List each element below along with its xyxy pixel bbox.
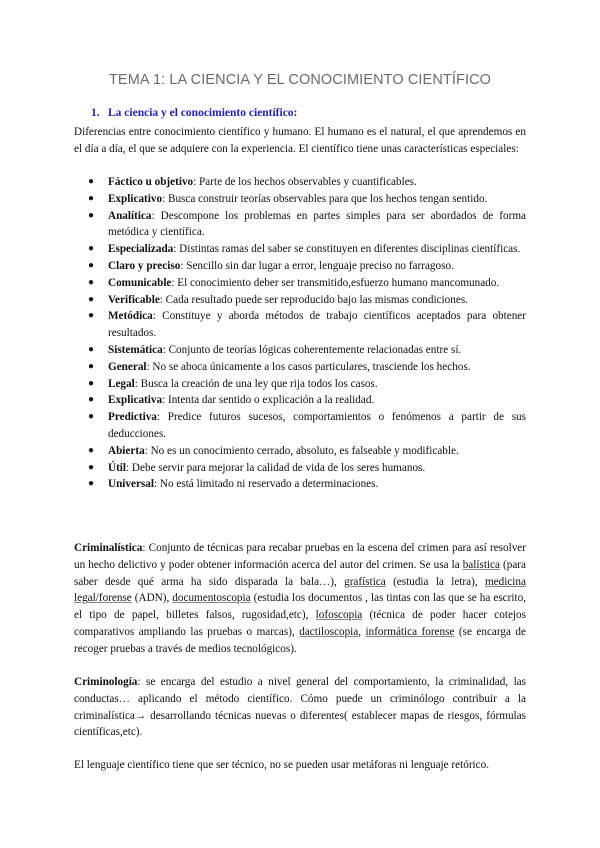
criminalistica-term: Criminalística (74, 542, 143, 554)
bullet-icon: ● (88, 411, 95, 423)
criminologia-term: Criminología (74, 676, 138, 688)
feature-item (74, 292, 526, 309)
bullet-icon: ● (88, 478, 95, 490)
link-documentoscopia[interactable]: documentoscopia (172, 592, 251, 605)
feature-item (74, 460, 526, 477)
link-balistica[interactable]: balística (462, 558, 500, 571)
feature-term: Abierta (108, 444, 145, 457)
bullet-icon: ● (88, 243, 95, 255)
feature-term: Comunicable (108, 276, 172, 289)
bullet-icon: ● (88, 461, 95, 473)
page-title: TEMA 1: LA CIENCIA Y EL CONOCIMIENTO CIENTÍFICO (108, 72, 492, 88)
bullet-icon: ● (88, 444, 95, 456)
feature-description: : Constituye y aborda métodos de trabajo científicos aceptados para obtener resultados. (108, 310, 526, 340)
feature-description: : Predice futuros sucesos, comportamientos o fenómenos a partir de sus deducciones. (108, 411, 526, 440)
feature-description: : Intenta dar sentido o explicación a la realidad. (162, 394, 375, 407)
link-medicina-legal[interactable]: medicina legal/forense (74, 575, 526, 605)
feature-term: General (108, 360, 147, 373)
feature-term: Claro y preciso (108, 259, 181, 272)
feature-item (74, 258, 526, 275)
bullet-icon: ● (88, 259, 95, 271)
bullet-icon: ● (88, 192, 95, 204)
feature-item (74, 275, 526, 292)
bullet-icon: ● (88, 377, 95, 389)
feature-term: Fáctico u objetivo (108, 176, 194, 188)
feature-description: : Busca construir teorías observables para que los hechos tengan sentido. (162, 192, 488, 205)
link-informatica-forense[interactable]: informática forense (365, 625, 455, 638)
feature-item (74, 208, 526, 242)
criminalistica-text: (se encarga de recoger pruebas a través de medios tecnológicos). (74, 625, 526, 655)
feature-term: Explicativa (108, 394, 163, 407)
feature-description: : Busca la creación de una ley que rija todos los casos. (134, 377, 378, 390)
criminalistica-text: (para saber desde qué arma ha sido disparada la bala…), (74, 558, 526, 588)
feature-description: : Parte de los hechos observables y cuantificables. (193, 176, 417, 188)
feature-description: : El conocimiento deber ser transmitido,esfuerzo humano mancomunado. (171, 276, 500, 289)
section-heading-text: La ciencia y el conocimiento científico: (108, 107, 298, 119)
feature-description: : Sencillo sin dar lugar a error, lenguaje preciso no farragoso. (180, 259, 454, 272)
feature-item (74, 191, 526, 208)
feature-term: Especializada (108, 243, 174, 256)
bullet-icon: ● (88, 310, 95, 322)
feature-term: Metódica (108, 310, 153, 323)
feature-term: Legal (108, 377, 135, 390)
feature-description: : Debe servir para mejorar la calidad de vida de los seres humanos. (126, 461, 426, 474)
feature-item (74, 376, 526, 393)
bullet-icon: ● (88, 360, 95, 372)
criminalistica-text: (estudia los documentos , las tintas con las que se ha escrito, el tipo de papel, billetes falsos, rugosidad,etc), (74, 592, 526, 622)
features-list (74, 174, 526, 493)
bullet-icon: ● (88, 209, 95, 221)
link-grafistica[interactable]: grafística (344, 575, 386, 588)
feature-item (74, 241, 526, 258)
feature-item (74, 409, 526, 443)
feature-item (74, 342, 526, 359)
link-dactiloscopia[interactable]: dactiloscopia (299, 625, 359, 638)
feature-description: : Cada resultado puede ser reproducido bajo las mismas condiciones. (159, 293, 468, 306)
criminalistica-text: (estudia la letra), (385, 575, 485, 588)
feature-term: Verificable (108, 293, 160, 306)
section-number: 1. (91, 107, 100, 119)
criminalistica-text: (ADN), (131, 592, 173, 605)
feature-description: : Conjunto de teorías lógicas coherentemente relacionadas entre sí. (162, 343, 462, 356)
feature-term: Analítica (108, 209, 152, 222)
feature-description: : No está limitado ni reservado a determinaciones. (154, 478, 379, 491)
feature-item (74, 308, 526, 342)
criminologia-paragraph (74, 674, 526, 741)
feature-term: Explicativo (108, 192, 163, 205)
criminologia-text: : se encarga del estudio a nivel general del comportamiento, la criminalidad, las conductas… aplicando el método científico. Cómo puede un criminólogo contribuir a la criminalística→ desarrollando técnicas nuevas o diferentes( establecer mapas de riesgos, fórmulas científicas,etc). (74, 676, 526, 739)
feature-item (74, 476, 526, 493)
criminalistica-paragraph (74, 540, 526, 658)
bullet-icon: ● (88, 394, 95, 406)
feature-description: : Distintas ramas del saber se constituyen en diferentes disciplinas científicas. (173, 243, 521, 256)
feature-item (74, 359, 526, 376)
feature-term: Predictiva (108, 411, 157, 424)
bullet-icon: ● (88, 293, 95, 305)
feature-term: Sistemática (108, 343, 163, 356)
bullet-icon: ● (88, 343, 95, 355)
feature-term: Útil (108, 461, 127, 474)
feature-description: : Descompone los problemas en partes simples para ser abordados de forma metódica y científica. (108, 209, 526, 239)
feature-description: : No es un conocimiento cerrado, absoluto, es falseable y modificable. (144, 444, 459, 457)
feature-item (74, 443, 526, 460)
feature-item (74, 392, 526, 409)
feature-item (74, 174, 526, 191)
criminalistica-text: : Conjunto de técnicas para recabar pruebas en la escena del crimen para así resolver un hecho delictivo y poder obtener información acerca del autor del crimen. Se usa la (74, 542, 526, 571)
feature-term: Universal (108, 478, 154, 491)
criminalistica-text: , (358, 625, 366, 638)
intro-paragraph: Diferencias entre conocimiento científico y humano. El humano es el natural, el que aprendemos en el día a día, el que se adquiere con la experiencia. El científico tiene unas características especiales: (74, 126, 526, 155)
bullet-icon: ● (88, 276, 95, 288)
feature-description: : No se aboca únicamente a los casos particulares, trasciende los hechos. (146, 360, 471, 373)
criminalistica-text: (técnica de poder hacer cotejos comparativos ampliando las pruebas o marcas), (74, 609, 526, 638)
bullet-icon: ● (88, 176, 95, 187)
section-heading (91, 107, 297, 119)
closing-paragraph: El lenguaje científico tiene que ser técnico, no se pueden usar metáforas ni lenguaje retórico. (74, 759, 490, 771)
link-lofoscopia[interactable]: lofoscopia (315, 609, 363, 622)
